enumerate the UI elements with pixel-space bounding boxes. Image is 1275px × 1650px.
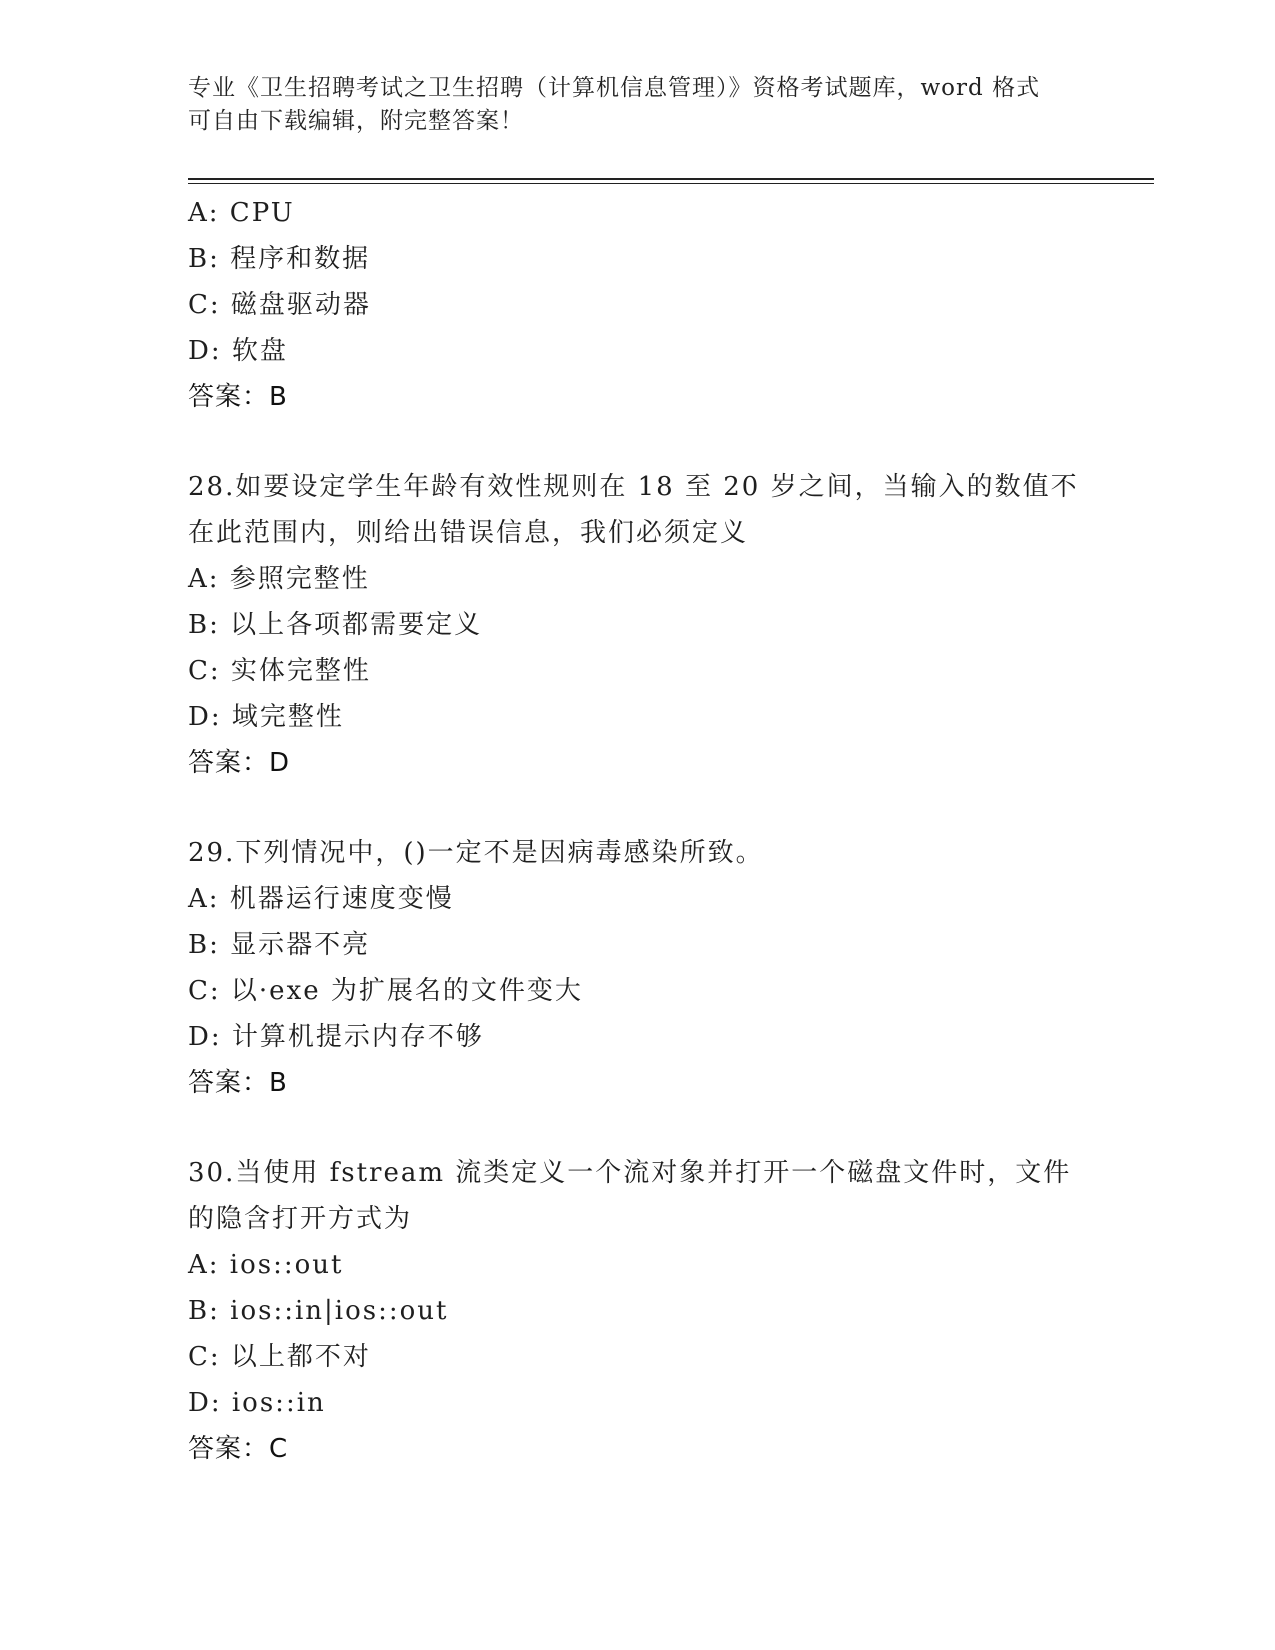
question-stem-line-2: 在此范围内，则给出错误信息，我们必须定义 bbox=[188, 518, 749, 548]
option-b: B: 以上各项都需要定义 bbox=[188, 610, 483, 640]
option-b: B: 显示器不亮 bbox=[188, 930, 371, 960]
answer-line: 答案：B bbox=[188, 1068, 288, 1098]
question-stem-line-1: 30.当使用 fstream 流类定义一个流对象并打开一个磁盘文件时，文件 bbox=[188, 1158, 1072, 1188]
option-a: A: 机器运行速度变慢 bbox=[188, 884, 454, 914]
header-line-2: 可自由下载编辑，附完整答案！ bbox=[188, 108, 524, 134]
answer-line: 答案：D bbox=[188, 748, 291, 778]
header-line-1: 专业《卫生招聘考试之卫生招聘（计算机信息管理）》资格考试题库，word 格式 bbox=[188, 75, 1041, 101]
question-27 bbox=[188, 190, 1088, 420]
option-b: B: 程序和数据 bbox=[188, 244, 371, 274]
option-c: C: 磁盘驱动器 bbox=[188, 290, 371, 320]
option-c: C: 以·exe 为扩展名的文件变大 bbox=[188, 976, 583, 1006]
answer-line: 答案：C bbox=[188, 1434, 289, 1464]
question-stem-line-2: 的隐含打开方式为 bbox=[188, 1204, 413, 1234]
question-30 bbox=[188, 1150, 1088, 1472]
option-b: B: ios::in|ios::out bbox=[188, 1296, 449, 1326]
option-d: D: 计算机提示内存不够 bbox=[188, 1022, 484, 1052]
answer-line: 答案：B bbox=[188, 382, 288, 412]
option-a: A: ios::out bbox=[188, 1250, 344, 1280]
option-a: A: 参照完整性 bbox=[188, 564, 370, 594]
option-a: A: CPU bbox=[188, 198, 295, 228]
question-28 bbox=[188, 464, 1088, 786]
document-header bbox=[188, 72, 1088, 138]
question-stem-line-1: 28.如要设定学生年龄有效性规则在 18 至 20 岁之间，当输入的数值不 bbox=[188, 472, 1079, 502]
option-d: D: 软盘 bbox=[188, 336, 288, 366]
option-d: D: ios::in bbox=[188, 1388, 326, 1418]
option-d: D: 域完整性 bbox=[188, 702, 344, 732]
header-divider-thick bbox=[188, 178, 1154, 180]
question-29 bbox=[188, 830, 1088, 1106]
question-stem-line-1: 29.下列情况中，()一定不是因病毒感染所致。 bbox=[188, 838, 764, 868]
option-c: C: 以上都不对 bbox=[188, 1342, 371, 1372]
option-c: C: 实体完整性 bbox=[188, 656, 371, 686]
header-divider-thin bbox=[188, 183, 1154, 184]
question-list bbox=[188, 190, 1088, 1516]
